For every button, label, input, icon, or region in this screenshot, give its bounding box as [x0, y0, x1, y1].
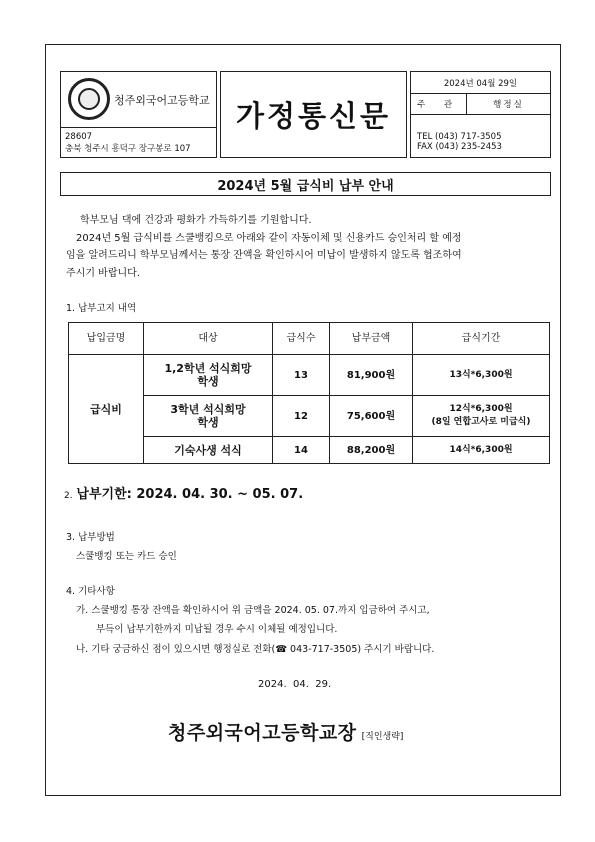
target-line: 3학년 석식희망 [170, 403, 246, 416]
fee-name: 급식비 [69, 355, 144, 464]
amount-cell: 88,200원 [330, 437, 413, 464]
amount-cell: 81,900원 [330, 355, 413, 396]
payment-method: 스쿨뱅킹 또는 카드 승인 [76, 551, 177, 562]
table-header: 급식수 [273, 323, 330, 355]
amount-cell: 75,600원 [330, 396, 413, 437]
letterhead [60, 71, 551, 158]
school-address-box [60, 127, 217, 158]
target-line: 학생 [197, 416, 219, 429]
count-cell: 12 [273, 396, 330, 437]
department-value: 행정실 [493, 99, 524, 110]
principal-title: 청주외국어고등학교장 [168, 722, 357, 744]
intro-text [66, 212, 546, 282]
school-logo-box [60, 71, 217, 128]
closing-date: 2024. 04. 29. [258, 679, 332, 690]
period-line: 12식*6,300원 [449, 404, 513, 414]
section1-title: 1. 납부고지 내역 [66, 303, 137, 314]
signature-block [168, 718, 403, 745]
department-row [411, 93, 550, 115]
period-line: (8일 연합고사로 미급식) [431, 417, 531, 427]
document-title: 가정통신문 [220, 71, 407, 158]
period-line: 13식*6,300원 [449, 369, 513, 380]
contact-info [417, 132, 502, 152]
section2-number: 2. [64, 491, 73, 501]
fax-number: FAX (043) 235-2453 [417, 142, 502, 152]
subject-title: 2024년 5월 급식비 납부 안내 [60, 172, 551, 196]
target-line: 1,2학년 석식희망 [164, 362, 252, 375]
note-a-line1: 가. 스쿨뱅킹 통장 잔액을 확인하시어 위 금액을 2024. 05. 07.까지 입금하여 주시고, [76, 605, 430, 616]
target-cell [144, 355, 273, 396]
school-address: 충북 청주시 흥덕구 장구봉로 107 [65, 144, 191, 154]
table-header: 대상 [144, 323, 273, 355]
section3-title: 3. 납부방법 [66, 532, 115, 543]
greeting: 학부모님 댁에 건강과 평화가 가득하기를 기원합니다. [80, 215, 312, 226]
period-cell [413, 396, 550, 437]
intro-line: 임을 알려드리니 학부모님께서는 통장 잔액을 확인하시어 미납이 발생하지 않도록 협조하여 [66, 250, 462, 261]
table-header: 납입금명 [69, 323, 144, 355]
note-a-line2: 부득이 납부기한까지 미납될 경우 수시 이체될 예정입니다. [96, 624, 338, 635]
table-row [69, 355, 550, 396]
period-cell [413, 355, 550, 396]
issue-date: 2024년 04월 29일 [411, 72, 550, 94]
info-box [410, 71, 551, 158]
table-header: 납부금액 [330, 323, 413, 355]
target-cell [144, 396, 273, 437]
note-b: 나. 기타 궁금하신 점이 있으시면 행정실로 전화(☎ 043-717-3505) 주시기 바랍니다. [76, 644, 435, 655]
table-header: 급식기간 [413, 323, 550, 355]
department-label: 주 관 [411, 93, 467, 114]
target-cell [144, 437, 273, 464]
intro-line: 2024년 5월 급식비를 스쿨뱅킹으로 아래와 같이 자동이체 및 신용카드 승인처리 할 예정 [76, 232, 462, 244]
count-cell: 14 [273, 437, 330, 464]
section4-title: 4. 기타사항 [66, 586, 115, 597]
count-cell: 13 [273, 355, 330, 396]
school-emblem-icon [68, 78, 110, 120]
table-header-row [69, 323, 550, 355]
target-line: 기숙사생 석식 [174, 443, 242, 457]
intro-line: 주시기 바랍니다. [66, 267, 140, 279]
period-cell [413, 437, 550, 464]
section2 [64, 483, 303, 502]
seal-omitted: [직인생략] [361, 732, 404, 742]
target-line: 학생 [197, 375, 219, 388]
tel-number: TEL (043) 717-3505 [417, 132, 502, 142]
school-name: 청주외국어고등학교 [114, 94, 210, 107]
payment-deadline: 납부기한: 2024. 04. 30. ~ 05. 07. [76, 487, 304, 502]
period-line: 14식*6,300원 [449, 444, 513, 455]
payment-table [68, 322, 550, 464]
postal-code: 28607 [65, 132, 93, 142]
